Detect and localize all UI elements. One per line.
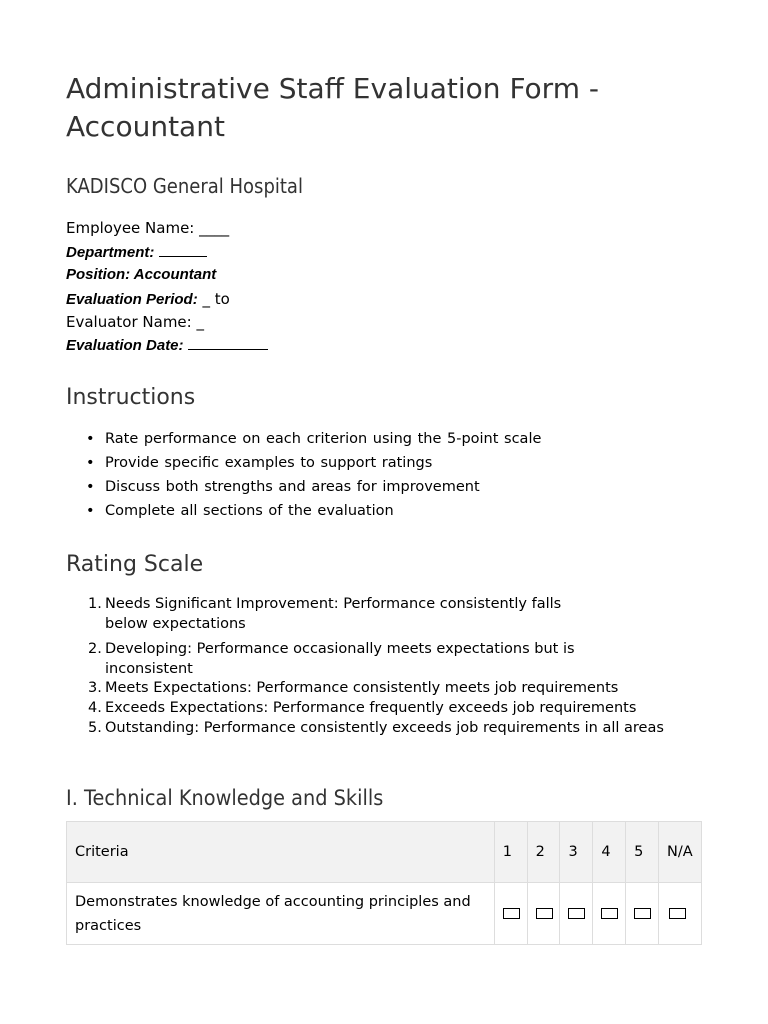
list-item: • Provide specific examples to support ratings (86, 454, 541, 478)
rating-scale-list (86, 594, 686, 754)
evaluator-name-value[interactable]: _ (191, 313, 204, 331)
rating-cell-1 (494, 883, 527, 945)
list-item: 3. Meets Expectations: Performance consistently meets job requirements (88, 680, 619, 696)
rating-cell-3 (560, 883, 593, 945)
section-heading: I. Technical Knowledge and Skills (66, 786, 384, 810)
position-label: Position: Accountant (66, 266, 217, 283)
list-item: 1. Needs Significant Improvement: Performance consistently falls below expectations (88, 596, 562, 632)
employee-name-line (66, 218, 229, 238)
table-row (67, 883, 702, 945)
evaluation-period-value[interactable]: _ to (197, 290, 230, 308)
table-header-row (67, 822, 702, 883)
evaluation-date-blank[interactable] (188, 335, 268, 350)
column-header-3: 3 (560, 822, 593, 883)
column-header-1: 1 (494, 822, 527, 883)
rating-2-checkbox[interactable] (536, 908, 553, 919)
department-line (66, 242, 207, 263)
column-header-criteria: Criteria (67, 822, 495, 883)
criteria-table (66, 821, 702, 945)
evaluation-period-line (66, 289, 230, 310)
rating-5-checkbox[interactable] (634, 908, 651, 919)
rating-3-checkbox[interactable] (568, 908, 585, 919)
instructions-heading: Instructions (66, 385, 196, 410)
department-label: Department: (66, 244, 155, 261)
rating-cell-na (659, 883, 702, 945)
criteria-cell: Demonstrates knowledge of accounting principles and practices (67, 883, 495, 945)
column-header-na: N/A (659, 822, 702, 883)
evaluator-name-line (66, 312, 204, 332)
page-title: Administrative Staff Evaluation Form - Accountant (66, 72, 599, 143)
column-header-5: 5 (626, 822, 659, 883)
evaluation-date-label: Evaluation Date: (66, 337, 184, 354)
evaluation-date-line (66, 335, 268, 356)
evaluator-name-label: Evaluator Name: (66, 313, 192, 331)
column-header-2: 2 (527, 822, 560, 883)
rating-4-checkbox[interactable] (601, 908, 618, 919)
column-header-4: 4 (593, 822, 626, 883)
list-item: • Rate performance on each criterion using the 5-point scale (86, 430, 541, 454)
list-item: 2. Developing: Performance occasionally meets expectations but is inconsistent (88, 641, 575, 677)
employee-name-label: Employee Name: (66, 219, 195, 237)
list-item: 5. Outstanding: Performance consistently exceeds job requirements in all areas (88, 720, 664, 736)
list-item: • Complete all sections of the evaluation (86, 502, 541, 526)
rating-1-checkbox[interactable] (503, 908, 520, 919)
rating-cell-5 (626, 883, 659, 945)
position-line (66, 265, 216, 285)
rating-cell-2 (527, 883, 560, 945)
hospital-name: KADISCO General Hospital (66, 174, 303, 198)
instructions-list (86, 430, 541, 526)
department-blank[interactable] (159, 242, 207, 257)
employee-name-value[interactable]: ____ (199, 219, 230, 237)
evaluation-period-label: Evaluation Period: (66, 291, 198, 308)
rating-scale-heading: Rating Scale (66, 552, 204, 577)
list-item: 4. Exceeds Expectations: Performance frequently exceeds job requirements (88, 700, 637, 716)
rating-na-checkbox[interactable] (669, 908, 686, 919)
rating-cell-4 (593, 883, 626, 945)
list-item: • Discuss both strengths and areas for improvement (86, 478, 541, 502)
